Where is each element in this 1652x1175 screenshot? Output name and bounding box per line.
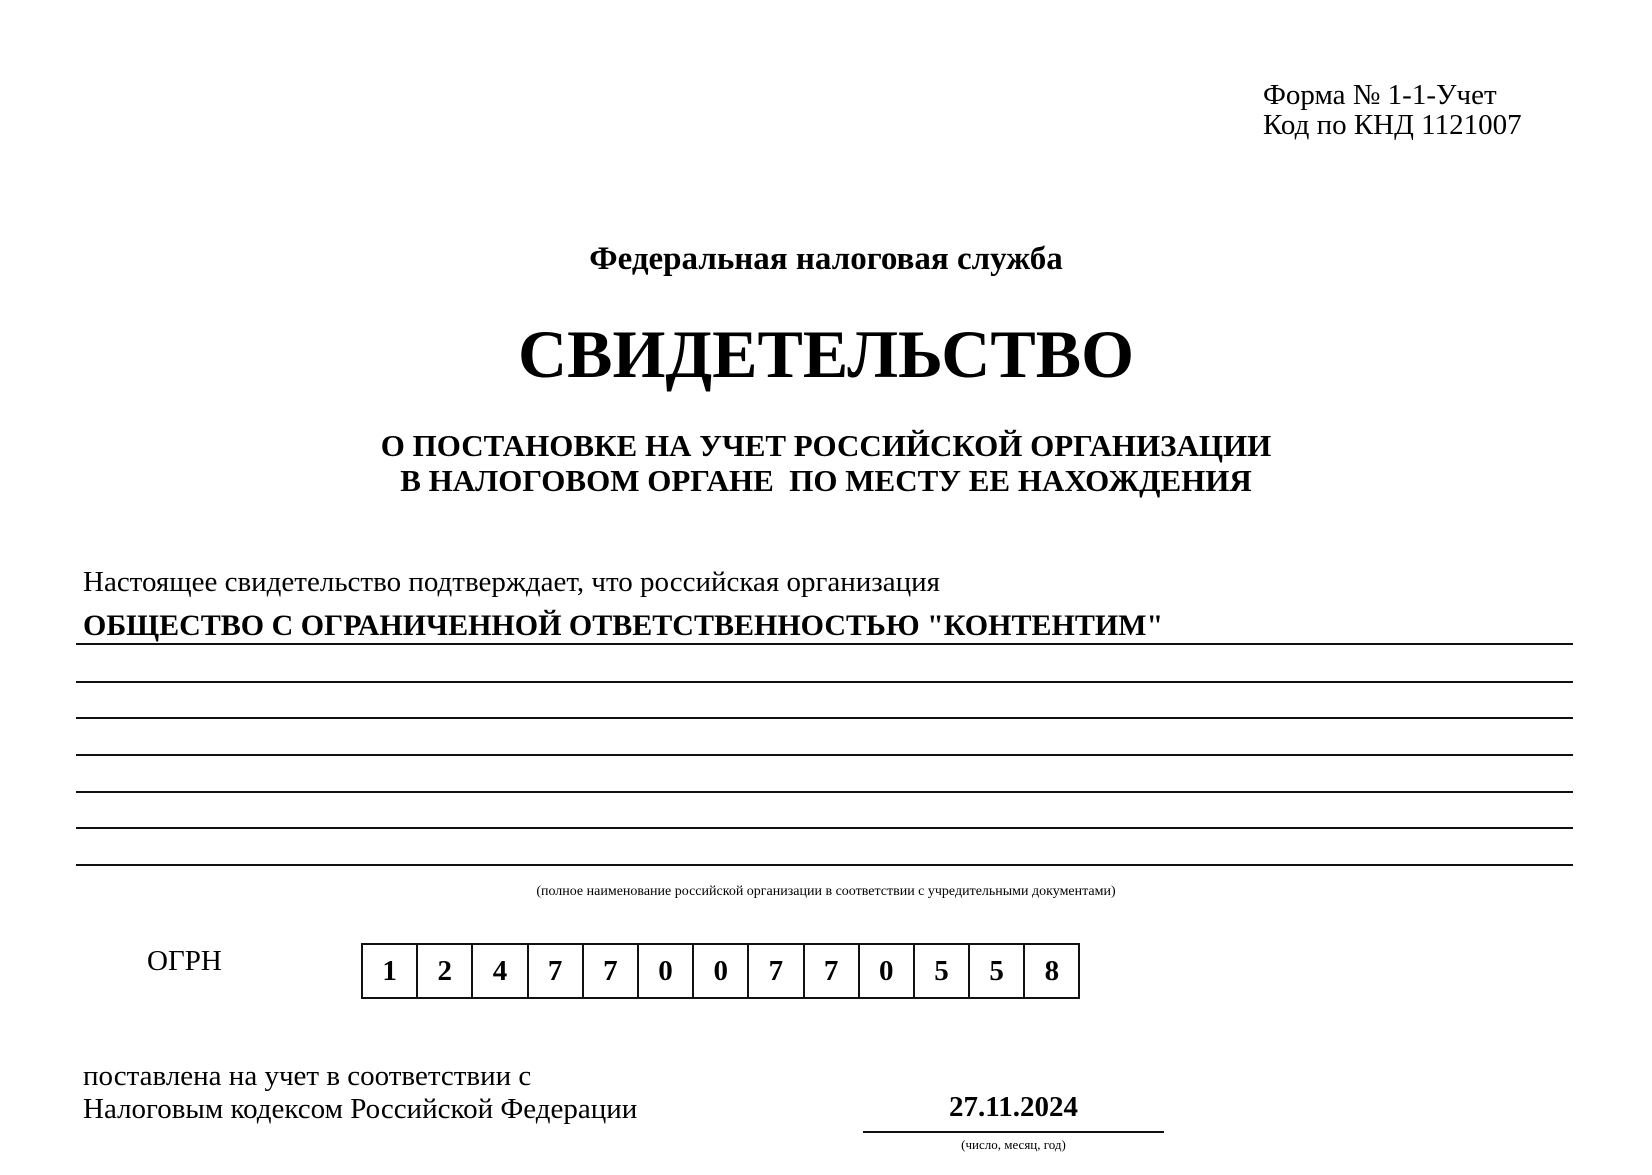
- ogrn-digit: 7: [529, 943, 584, 999]
- ogrn-digit: 7: [749, 943, 804, 999]
- date-caption: (число, месяц, год): [961, 1137, 1066, 1152]
- date-rule: [863, 1131, 1164, 1133]
- agency-name: Федеральная налоговая служба: [589, 241, 1063, 277]
- ogrn-digit: 1: [363, 943, 418, 999]
- name-rule-1: [76, 643, 1573, 645]
- ogrn-digit: 0: [639, 943, 694, 999]
- name-rule-7: [76, 864, 1573, 866]
- form-meta: [1263, 80, 1522, 140]
- knd-code: Код по КНД 1121007: [1263, 109, 1522, 141]
- name-rule-2: [76, 681, 1573, 683]
- name-rule-6: [76, 827, 1573, 829]
- ogrn-digit: 7: [584, 943, 639, 999]
- intro-text: Настоящее свидетельство подтверждает, что российская организация: [83, 566, 940, 598]
- ogrn-digit: 0: [694, 943, 749, 999]
- ogrn-digit-boxes: [361, 943, 1080, 999]
- document-subtitle: [0, 428, 1652, 498]
- ogrn-digit: 4: [473, 943, 528, 999]
- ogrn-digit: 5: [915, 943, 970, 999]
- registration-text: [83, 1060, 637, 1126]
- registration-line-1: поставлена на учет в соответствии с: [83, 1060, 532, 1092]
- name-caption: (полное наименование российской организации в соответствии с учредительными документами): [536, 884, 1116, 899]
- ogrn-label: ОГРН: [147, 945, 222, 977]
- name-rule-4: [76, 754, 1573, 756]
- form-number: Форма № 1-1-Учет: [1263, 79, 1497, 111]
- name-rule-3: [76, 717, 1573, 719]
- ogrn-digit: 0: [860, 943, 915, 999]
- ogrn-digit: 8: [1025, 943, 1080, 999]
- ogrn-digit: 5: [970, 943, 1025, 999]
- ogrn-digit: 7: [805, 943, 860, 999]
- registration-line-2: Налоговым кодексом Российской Федерации: [83, 1093, 638, 1125]
- company-name: ОБЩЕСТВО С ОГРАНИЧЕННОЙ ОТВЕТСТВЕННОСТЬЮ "КОНТЕНТИМ": [83, 609, 1164, 642]
- subtitle-line-1: О ПОСТАНОВКЕ НА УЧЕТ РОССИЙСКОЙ ОРГАНИЗАЦИИ: [380, 428, 1272, 463]
- name-rule-5: [76, 791, 1573, 793]
- document-title: СВИДЕТЕЛЬСТВО: [518, 316, 1134, 392]
- ogrn-digit: 2: [418, 943, 473, 999]
- subtitle-line-2: В НАЛОГОВОМ ОРГАНЕ ПО МЕСТУ ЕЕ НАХОЖДЕНИЯ: [400, 463, 1252, 498]
- registration-date: 27.11.2024: [949, 1091, 1078, 1123]
